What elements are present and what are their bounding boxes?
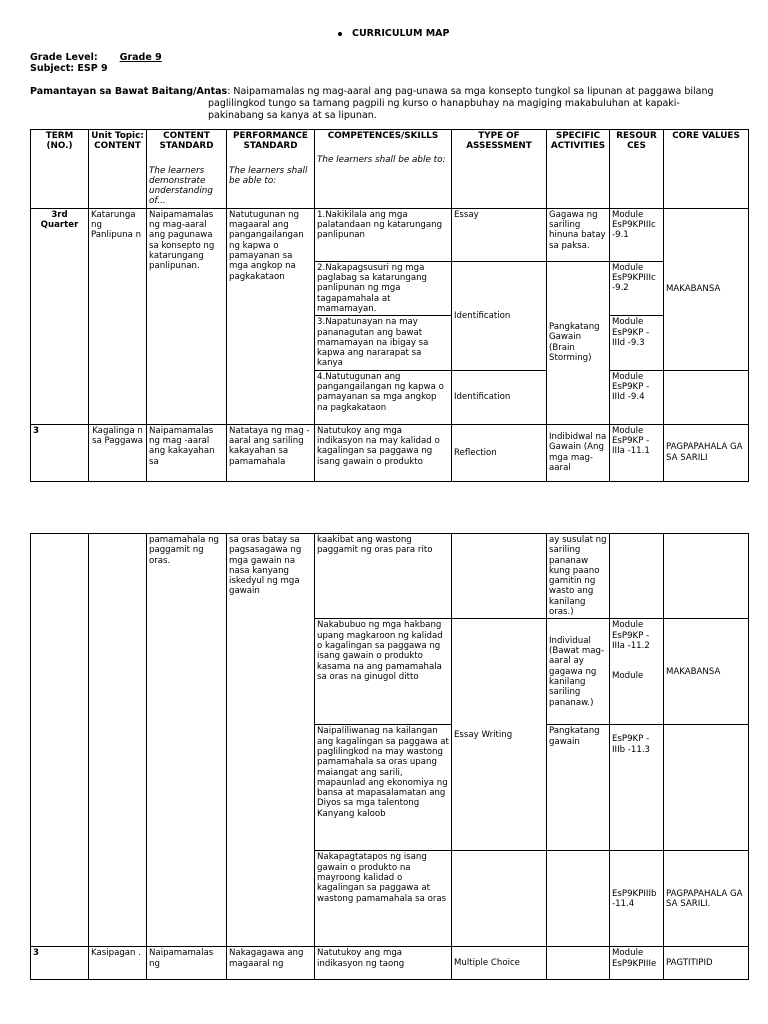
core-value-cell — [664, 725, 749, 851]
activity-cell — [547, 947, 610, 980]
assessment-cell: Reflection — [452, 424, 547, 481]
activity-cell: Gagawa ng sariling hinuna batay sa paksa. — [547, 208, 610, 261]
assessment-cell: Identification — [452, 261, 547, 370]
core-value-cell — [664, 370, 749, 424]
title-text: CURRICULUM MAP — [352, 28, 450, 39]
header-content-sub: The learners demonstrate understanding of... — [149, 165, 213, 207]
unit-cell: Katarunga ng Panlipuna n — [89, 208, 147, 424]
content-standard-cell: Naipamamalas ng mag-aaral ang pagunawa sa konsepto ng katarungang panlipunan. — [147, 208, 227, 424]
resource-cell: Module EsP9KP - IIIa -11.1 — [610, 424, 664, 481]
document-title — [338, 28, 450, 39]
table-row — [31, 424, 749, 481]
assessment-cell: Multiple Choice — [452, 947, 547, 980]
header-competences: COMPETENCES/SKILLS The learners shall be able to: — [315, 130, 452, 209]
grade-label: Grade Level: — [30, 52, 98, 63]
core-value-cell: MAKABANSA — [664, 208, 749, 370]
term-cell: 3 — [31, 947, 89, 980]
unit-cell — [89, 534, 147, 947]
activity-cell: Individual (Bawat mag-aaral ay gagawa ng kanilang sariling pananaw.) — [547, 619, 610, 725]
assessment-cell: Identification — [452, 370, 547, 424]
header-unit: Unit Topic: CONTENT — [89, 130, 147, 209]
curriculum-table-2 — [30, 533, 749, 980]
term-cell: 3rd Quarter — [31, 208, 89, 424]
header-performance-standard: PERFORMANCE STANDARD The learners shall be able to: — [227, 130, 315, 209]
grade-standard — [30, 86, 750, 122]
competence-cell: Naipaliliwanag na kailangan ang kagalingan sa paggawa at paglilingkod na may wastong pamamahala sa oras upang maiangat ang sarili, mapaunlad ang ekonomiya ng bansa at mapasalamatan ang Diyos sa mga talentong Kanyang kaloob — [315, 725, 452, 851]
bullet-icon — [338, 32, 342, 36]
activity-cell: Indibidwal na Gawain (Ang mga mag-aaral — [547, 424, 610, 481]
grade-value: Grade 9 — [119, 52, 162, 63]
resource-cell — [610, 619, 664, 725]
header-resources: RESOUR CES — [610, 130, 664, 209]
performance-standard-cell: Natutugunan ng magaaral ang pangangailangan ng kapwa o pamayanan sa mga angkop na pagkakataon — [227, 208, 315, 424]
header-assessment: TYPE OF ASSESSMENT — [452, 130, 547, 209]
core-value-cell: MAKABANSA — [664, 619, 749, 725]
performance-standard-cell: sa oras batay sa pagsasagawa ng mga gawain na nasa kanyang iskedyul ng mga gawain — [227, 534, 315, 947]
resource-text: Module — [612, 671, 644, 682]
resource-cell: Module EsP9KP - IIId -9.3 — [610, 316, 664, 370]
standard-text-1: : Naipamamalas ng mag-aaral ang pag-unawa sa mga konsepto tungkol sa lipunan at paggawa bilang — [227, 86, 714, 97]
header-competences-sub: The learners shall be able to: — [317, 155, 446, 166]
performance-standard-cell: Natataya ng mag -aaral ang sariling kakayahan sa pamamahala — [227, 424, 315, 481]
table-row — [31, 947, 749, 980]
activity-cell: Pangkatang Gawain (Brain Storming) — [547, 261, 610, 424]
unit-cell: Kasipagan . — [89, 947, 147, 980]
assessment-cell: Essay — [452, 208, 547, 261]
core-value-cell: PAGTITIPID — [664, 947, 749, 980]
header-performance-sub: The learners shall be able to: — [229, 165, 308, 186]
header-activities: SPECIFIC ACTIVITIES — [547, 130, 610, 209]
header-content-standard: CONTENT STANDARD The learners demonstrate understanding of... — [147, 130, 227, 209]
resource-cell: Module EsP9KP - IIId -9.4 — [610, 370, 664, 424]
content-standard-cell: Naipamamalas ng — [147, 947, 227, 980]
competence-cell: Nakabubuo ng mga hakbang upang magkaroon ng kalidad o kagalingan sa paggawa ng isang gawain o produkto kasama na ang pamamahala sa oras na ginugol ditto — [315, 619, 452, 725]
competence-cell: 2.Nakapagsusuri ng mga paglabag sa katarungang panlipunan ng mga tagapamahala at mamamayan. — [315, 261, 452, 315]
core-value-cell: PAGPAPAHALA GA SA SARILI — [664, 424, 749, 481]
term-cell: 3 — [31, 424, 89, 481]
resource-cell: EsP9KPIIIb -11.4 — [610, 851, 664, 947]
competence-cell: 4.Natutugunan ang pangangailangan ng kapwa o pamayanan sa mga angkop na pagkakataon — [315, 370, 452, 424]
resource-cell: Module EsP9KPIIIc -9.1 — [610, 208, 664, 261]
content-standard-cell: Naipamamalas ng mag -aaral ang kakayahan sa — [147, 424, 227, 481]
competence-cell: Nakapagtatapos ng isang gawain o produkto na mayroong kalidad o kagalingan sa paggawa at wastong pamamahala sa oras — [315, 851, 452, 947]
competence-cell: kaakibat ang wastong paggamit ng oras para rito — [315, 534, 452, 619]
resource-text: Module EsP9KP - IIIa -11.2 — [612, 620, 650, 651]
competence-cell: 3.Napatunayan na may pananagutan ang bawat mamamayan na ibigay sa kapwa ang nararapat sa kanya — [315, 316, 452, 370]
resource-cell: Module EsP9KPIIIc -9.2 — [610, 261, 664, 315]
content-standard-cell: pamamahala ng paggamit ng oras. — [147, 534, 227, 947]
header-row — [31, 130, 749, 209]
core-value-cell — [664, 534, 749, 619]
resource-cell — [610, 725, 664, 851]
table-row — [31, 534, 749, 619]
activity-cell — [547, 851, 610, 947]
core-value-cell: PAGPAPAHALA GA SA SARILI. — [664, 851, 749, 947]
standard-text-2: paglilingkod tungo sa tamang pagpili ng kurso o hanapbuhay na magiging makabuluhan at kapaki- — [208, 98, 680, 109]
header-term: TERM (NO.) — [31, 130, 89, 209]
assessment-cell: Essay Writing — [452, 619, 547, 851]
curriculum-table-1 — [30, 129, 749, 482]
subject-line: Subject: ESP 9 — [30, 63, 108, 74]
resource-cell — [610, 534, 664, 619]
activity-cell: ay susulat ng sariling pananaw kung paano gamitin ng wasto ang kanilang oras.) — [547, 534, 610, 619]
standard-text-3: pakinabang sa kanya at sa lipunan. — [208, 110, 377, 121]
term-cell — [31, 534, 89, 947]
header-core-values: CORE VALUES — [664, 130, 749, 209]
competence-cell: Natutukoy ang mga indikasyon na may kalidad o kagalingan sa paggawa ng isang gawain o produkto — [315, 424, 452, 481]
assessment-cell — [452, 851, 547, 947]
activity-cell: Pangkatang gawain — [547, 725, 610, 851]
competence-cell: Natutukoy ang mga indikasyon ng taong — [315, 947, 452, 980]
table-row — [31, 208, 749, 261]
performance-standard-cell: Nakagagawa ang magaaral ng — [227, 947, 315, 980]
standard-label: Pamantayan sa Bawat Baitang/Antas — [30, 86, 228, 97]
unit-cell: Kagalinga n sa Paggawa — [89, 424, 147, 481]
assessment-cell — [452, 534, 547, 619]
competence-cell: 1.Nakikilala ang mga palatandaan ng katarungang panlipunan — [315, 208, 452, 261]
resource-cell: Module EsP9KPIIIe — [610, 947, 664, 980]
resource-text: EsP9KP - IIIb -11.3 — [612, 734, 651, 755]
